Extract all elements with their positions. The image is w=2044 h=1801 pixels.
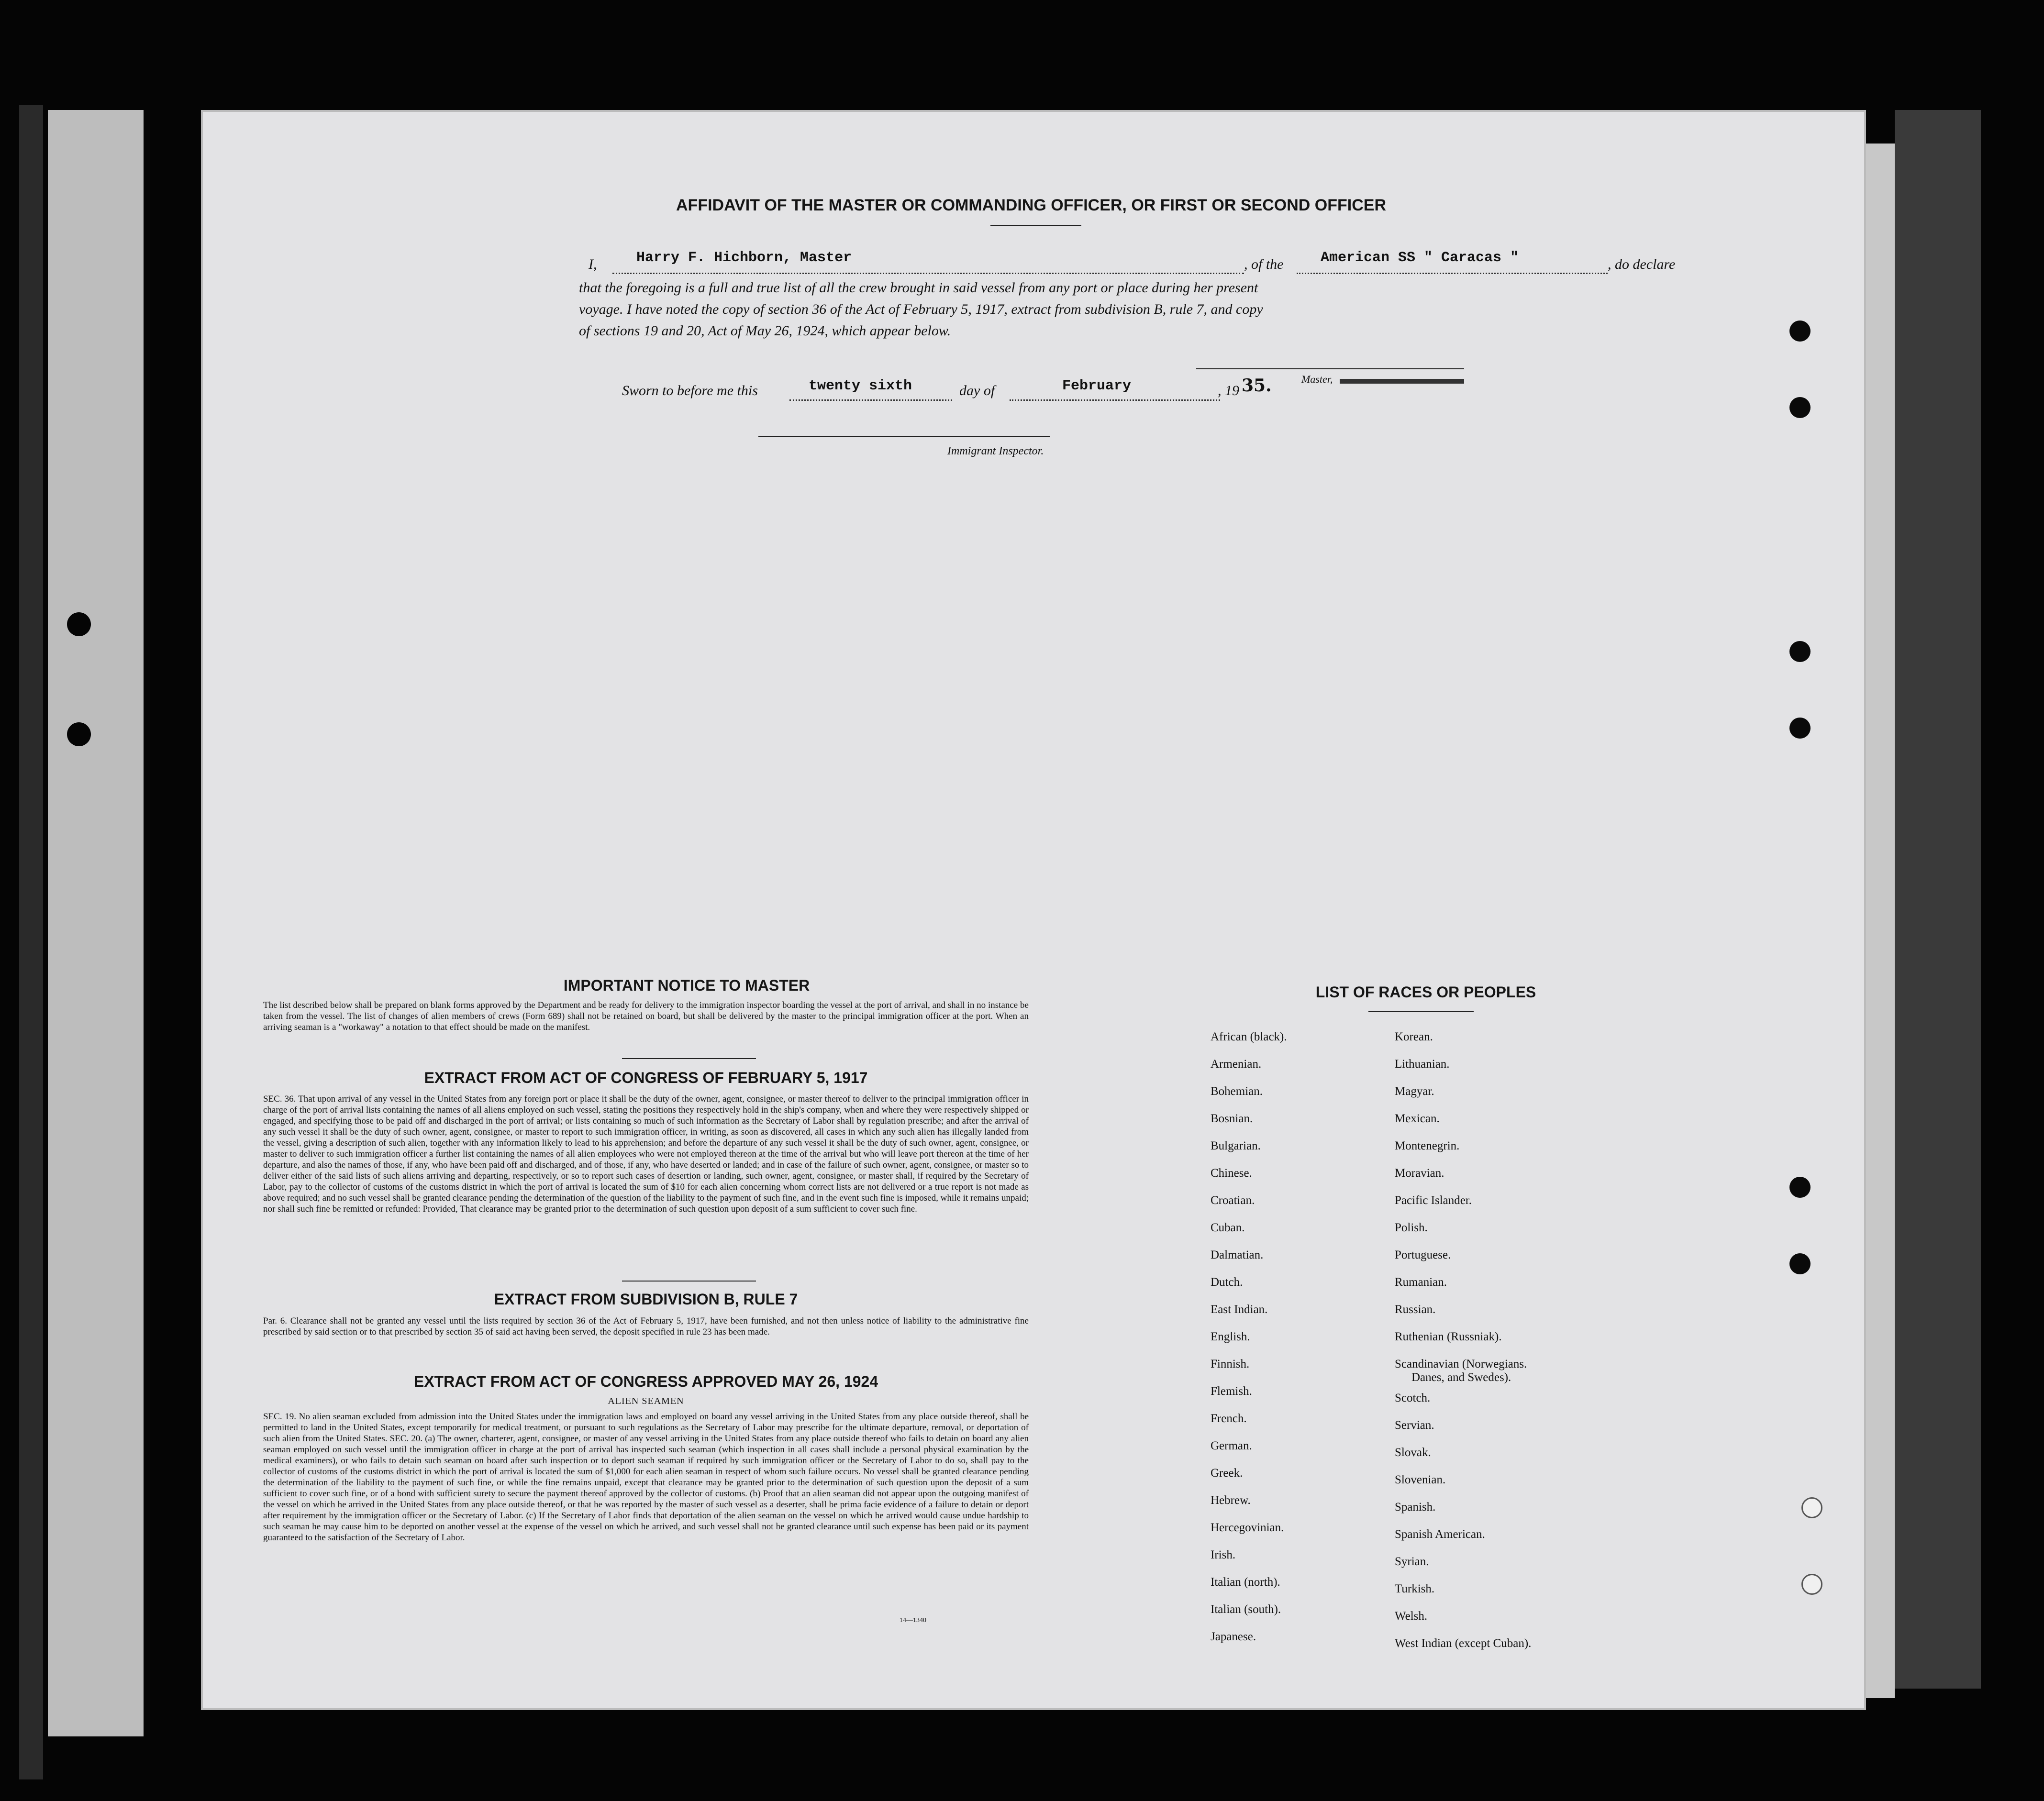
punch-hole-7 [1801,1497,1822,1518]
race-item: Rumanian. [1395,1276,1447,1289]
sworn-label: Sworn to before me this [622,383,758,398]
punch-hole-5 [1789,1177,1811,1198]
race-item: Cuban. [1211,1221,1245,1234]
underlying-page-left [48,110,144,1736]
punch-hole-3 [1789,641,1811,662]
race-item: Bulgarian. [1211,1139,1261,1152]
inspector-signature-line [758,436,1050,437]
race-item: French. [1211,1412,1247,1425]
race-item: Hebrew. [1211,1494,1251,1507]
race-item: Scotch. [1395,1392,1431,1404]
title-underline [990,225,1081,226]
vessel-name-typed: American SS " Caracas " [1321,250,1519,266]
year-prefix: , 19 [1218,383,1239,398]
race-item: Slovak. [1395,1446,1431,1459]
race-item: Korean. [1395,1030,1433,1043]
race-item: Danes, and Swedes). [1411,1371,1511,1384]
extract-1924-subtitle: ALIEN SEAMEN [608,1396,684,1406]
notice-title: IMPORTANT NOTICE TO MASTER [563,977,810,994]
race-item: Lithuanian. [1395,1058,1450,1071]
extract-1917-body: SEC. 36. That upon arrival of any vessel in the United States from any foreign port or place it shall be the duty of the owner, agent, consignee, or master thereof to deliver to the principal immigration officer in charge of the port of arrival lists containing the names of all aliens employed on such vessel, stating the positions they respectively hold in the ship's company, when and where they were respectively shipped or engaged, and specifying those to be paid off and discharged in the port of arrival; or lists containing so much of such information as the Secretary of Labor shall by regulation prescribe; and after the arrival of any such vessel it shall be the duty of such owner, agent, consignee, or master to report to such immigration officer, in writing, as soon as discovered, all cases in which any such alien has illegally landed from the vessel, giving a description of such alien, together with any information likely to lead to his apprehension; and before the departure of any such vessel it shall be the duty of such owner, agent, consignee, or master to deliver to such immigration officer a further list containing the names of all alien employees who were not employed thereon at the time of the arrival but who will leave port thereon at the time of her departure, and also the names of those, if any, who have been paid off and discharged, and of those, if any, who have deserted or landed; and in case of the failure of such owner, agent, consignee, or master so to deliver either of the said lists of such aliens arriving and departing, respectively, or so to report such cases of desertion or landing, such owner, agent, consignee, or master shall, if required by the Secretary of Labor, pay to the collector of customs of the customs district in which the port of arrival is located the sum of $10 for each alien concerning whom correct lists are not delivered or a true report is not made as above required; and no such vessel shall be granted clearance pending the determination of the question of the liability to the payment of such fine, and in the event such fine is imposed, while it remains unpaid; nor shall such fine be remitted or refunded: Provided, That clearance may be granted prior to the determination of such question upon deposit of a sum sufficient to cover such fine. [263,1094,1029,1214]
affidavit-line-3: voyage. I have noted the copy of section 36 of the Act of February 5, 1917, extract from subdivision B, rule 7, and copy [579,301,1263,317]
race-item: Servian. [1395,1419,1434,1432]
race-item: Scandinavian (Norwegians. [1395,1358,1527,1370]
master-label: Master, [1301,373,1333,385]
race-item: Moravian. [1395,1167,1444,1180]
left-ring-hole-1 [67,612,91,636]
punch-hole-4 [1789,718,1811,739]
affidavit-line-4: of sections 19 and 20, Act of May 26, 1924, which appear below. [579,323,951,339]
race-item: East Indian. [1211,1303,1268,1316]
do-declare-label: , do declare [1608,256,1676,272]
month-typed: February [1062,378,1132,394]
punch-hole-6 [1789,1253,1811,1274]
race-item: Spanish. [1395,1501,1436,1514]
notice-body: The list described below shall be prepared on blank forms approved by the Department and be ready for delivery to the immigration inspector boarding the vessel at the port of arrival, and shall in no instance be taken from the vessel. The list of changes of alien members of crews (Form 689) shall not be retained on board, but shall be delivered by the master to the principal immigration officer at the port. When an arriving seaman is a "workaway" a notation to that effect should be made on the manifest. [263,1000,1029,1032]
race-item: Magyar. [1395,1085,1434,1098]
left-ring-hole-2 [67,722,91,746]
race-item: Montenegrin. [1395,1139,1460,1152]
divider-1 [622,1058,756,1059]
race-item: Croatian. [1211,1194,1255,1207]
race-item: Bosnian. [1211,1112,1253,1125]
race-item: West Indian (except Cuban). [1395,1637,1532,1650]
race-item: Portuguese. [1395,1249,1451,1261]
race-item: Dalmatian. [1211,1249,1264,1261]
race-item: Polish. [1395,1221,1428,1234]
race-item: Armenian. [1211,1058,1262,1071]
punch-hole-8 [1801,1574,1822,1595]
race-item: Japanese. [1211,1630,1256,1643]
race-item: Chinese. [1211,1167,1252,1180]
punch-hole-1 [1789,320,1811,342]
master-name-typed: Harry F. Hichborn, Master [636,250,852,266]
affidavit-title: AFFIDAVIT OF THE MASTER OR COMMANDING OFFICER, OR FIRST OR SECOND OFFICER [676,196,1386,214]
affidavit-line-2: that the foregoing is a full and true list of all the crew brought in said vessel from any port or place during her present [579,280,1258,296]
binder-left-strip [19,105,43,1779]
affidavit-page [201,110,1866,1710]
race-item: African (black). [1211,1030,1287,1043]
divider-2 [622,1281,756,1282]
race-item: Russian. [1395,1303,1436,1316]
day-line [789,399,952,401]
struck-out-title [1340,379,1464,384]
race-item: Pacific Islander. [1395,1194,1472,1207]
vessel-line [1297,273,1608,274]
race-item: Ruthenian (Russniak). [1395,1330,1502,1343]
race-item: Dutch. [1211,1276,1243,1289]
month-line [1010,399,1220,401]
race-item: Mexican. [1395,1112,1440,1125]
race-item: Irish. [1211,1548,1236,1561]
race-item: Finnish. [1211,1358,1250,1370]
race-item: Slovenian. [1395,1473,1446,1486]
master-signature-line [1196,368,1464,369]
race-item: Greek. [1211,1467,1243,1480]
binder-right-edge [1895,110,1981,1689]
extract-1924-title: EXTRACT FROM ACT OF CONGRESS APPROVED MAY 26, 1924 [413,1373,878,1390]
race-item: Italian (north). [1211,1576,1280,1589]
year-handwritten: 35. [1242,376,1272,396]
of-the-label: , of the [1244,256,1284,272]
day-typed: twenty sixth [809,378,912,394]
inspector-label: Immigrant Inspector. [947,445,1044,457]
extract-1924-body: SEC. 19. No alien seaman excluded from admission into the United States under the immigration laws and employed on board any vessel arriving in the United States from any place outside thereof, shall be permitted to land in the United States, except temporarily for medical treatment, or pursuant to such regulations as the Secretary of Labor may prescribe for the ultimate departure, removal, or deportation of such alien from the United States. SEC. 20. (a) The owner, charterer, agent, consignee, or master of any vessel arriving in the United States from any place outside thereof who fails to detain on board any alien seaman employed on such vessel until the immigration officer in charge at the port of arrival has inspected such seaman (which inspection in all cases shall include a personal physical examination by the medical examiners), or who fails to detain such seaman on board after such inspection or to deport such seaman if required by such immigration officer or the Secretary of Labor to do so, shall pay to the collector of customs of the customs district in which the port of arrival is located the sum of $1,000 for each alien seaman in respect of whom such failure occurs. No vessel shall be granted clearance pending the determination of the liability to the payment of such fine, or while the fine remains unpaid, except that clearance may be granted prior to the determination of such question upon the deposit of a sum sufficient to cover such fine, or of a bond with sufficient surety to secure the payment thereof approved by the collector of customs. (b) Proof that an alien seaman did not appear upon the outgoing manifest of the vessel on which he arrived in the United States from any place outside thereof, or that he was reported by the master of such vessel as a deserter, shall be prima facie evidence of a failure to detain or deport after requirement by the immigration officer or the Secretary of Labor. (c) If the Secretary of Labor finds that deportation of the alien seaman on the vessel on which he arrived would cause undue hardship to such seaman he may cause him to be deported on another vessel at the expense of the vessel on which he arrived, and such vessel shall not be granted clearance until such expense has been paid or its payment guaranteed to the satisfaction of the Secretary of Labor. [263,1412,1029,1543]
affidavit-i: I, [589,256,597,272]
race-item: Spanish American. [1395,1528,1485,1541]
rule7-body: Par. 6. Clearance shall not be granted any vessel until the lists required by section 36 of the Act of February 5, 1917, have been furnished, and not then unless notice of liability to the administrative fine prescribed by said section or to that prescribed by section 35 of said act having been served, the deposit specified in rule 23 has been made. [263,1316,1029,1337]
race-item: Bohemian. [1211,1085,1263,1098]
day-of-label: day of [959,383,995,398]
races-underline [1368,1011,1474,1012]
race-item: Hercegovinian. [1211,1521,1284,1534]
extract-1917-title: EXTRACT FROM ACT OF CONGRESS OF FEBRUARY 5, 1917 [424,1069,868,1086]
race-item: Italian (south). [1211,1603,1281,1616]
form-number: 14—1340 [900,1617,926,1624]
races-title: LIST OF RACES OR PEOPLES [1315,983,1536,1001]
punch-hole-2 [1789,397,1811,418]
race-item: Turkish. [1395,1582,1435,1595]
race-item: Welsh. [1395,1610,1428,1623]
name-line [612,273,1244,274]
race-item: German. [1211,1439,1252,1452]
race-item: Syrian. [1395,1555,1429,1568]
race-item: English. [1211,1330,1250,1343]
race-item: Flemish. [1211,1385,1252,1398]
rule7-title: EXTRACT FROM SUBDIVISION B, RULE 7 [494,1291,798,1308]
